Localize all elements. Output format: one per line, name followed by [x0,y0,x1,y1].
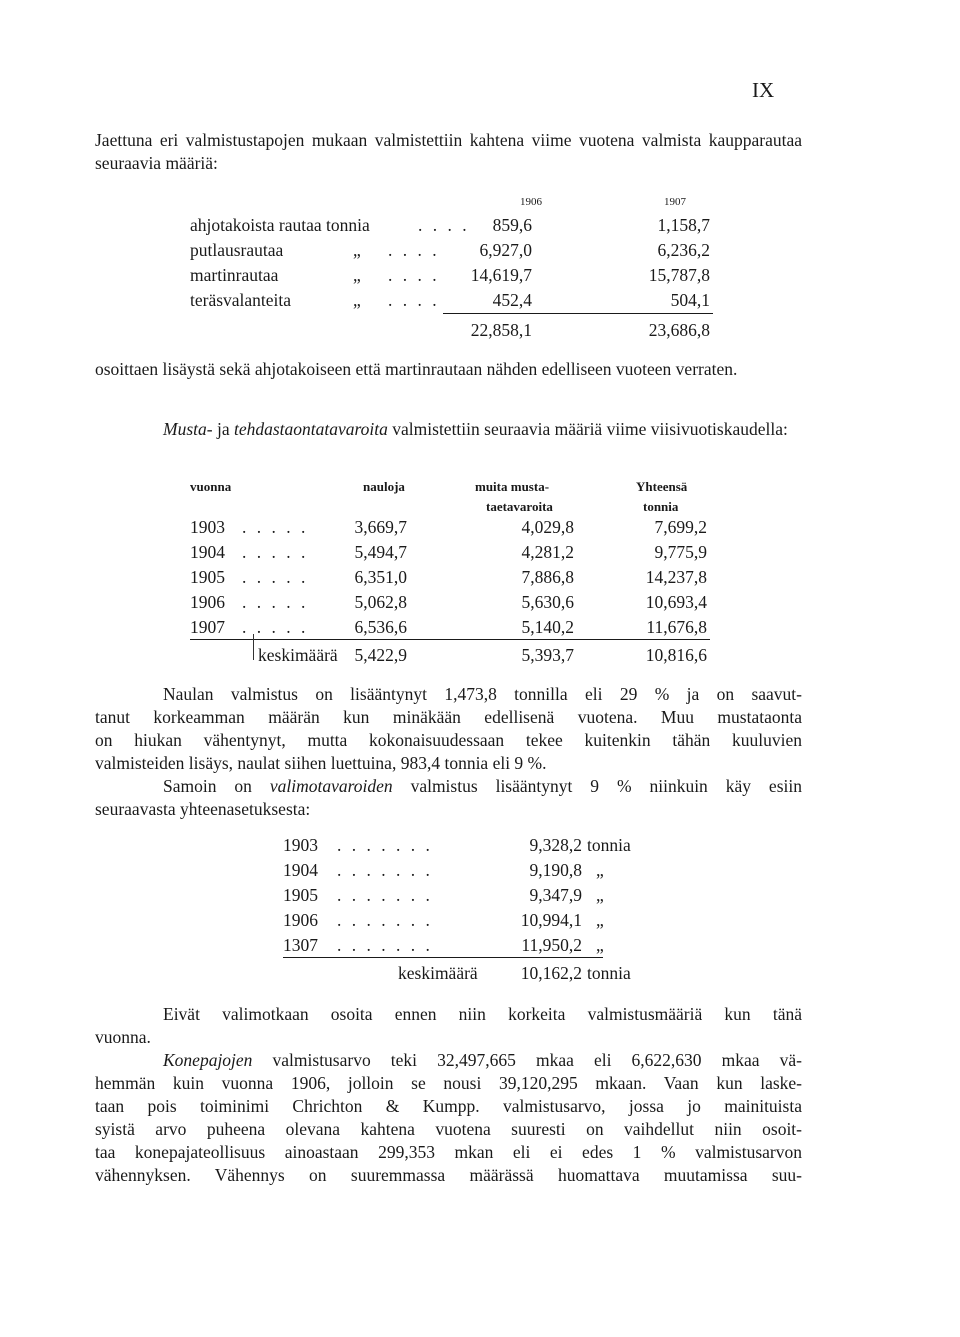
t3-row-year: 1307 [283,935,318,955]
t2-sum-rule [190,639,710,640]
t2-row-nails: 5,494,7 [354,542,407,562]
t2-row-dots: . . . . . [242,617,309,637]
t2-header-year: vuonna [190,479,232,494]
t1-sum-rule [443,313,713,314]
paragraph-5-text-a: Samoin on [163,776,270,796]
intro-paragraph [95,129,802,174]
t1-header-1906: 1906 [520,196,542,208]
t1-total-1907: 23,686,8 [648,320,710,340]
t2-row-dots: . . . . . [242,542,309,562]
paragraph-4-line-2: tanut korkeamman määrän kun minäkään edellisenä vuotena. Muu mustataonta [95,707,802,727]
t2-row-dots: . . . . . [242,567,309,587]
paragraph-6-line-2: vuonna. [95,1027,151,1047]
t2-avg-other: 5,393,7 [521,645,574,665]
t1-row-dots: . . . . [418,215,470,235]
t1-row-1906: 6,927,0 [479,240,532,260]
t1-row-1907: 504,1 [670,290,710,310]
t3-avg-value: 10,162,2 [520,963,582,983]
t2-row-other: 4,281,2 [521,542,574,562]
t2-header-total-1: Yhteensä [636,479,688,494]
paragraph-7-text: valmistusarvo teki 32,497,665 mkaa eli 6,622,630 mkaa vä- [252,1050,802,1070]
t1-row-1906: 452,4 [492,290,532,310]
t2-header-nails: nauloja [363,479,405,494]
t1-row-label: ahjotakoista rautaa tonnia [190,215,370,235]
t1-row-1907: 15,787,8 [648,265,710,285]
t1-row-1906: 14,619,7 [470,265,532,285]
t2-row-other: 5,630,6 [521,592,574,612]
t3-row-dots: . . . . . . . [337,835,433,855]
paragraph-7-line-1 [163,1049,802,1072]
t2-row-dots: . . . . . [242,517,309,537]
t2-row-other: 7,886,8 [521,567,574,587]
t2-row-year: 1904 [190,542,225,562]
t2-row-dots: . . . . . [242,592,309,612]
t2-header-other-2: taetavaroita [486,499,553,514]
t3-row-unit: „ [596,885,604,905]
t2-row-total: 7,699,2 [654,517,707,537]
paragraph-5-line-2: seuraavasta yhteenasetuksesta: [95,799,311,819]
paragraph-2 [95,358,802,381]
t1-row-ditto: „ [353,240,361,260]
t1-row-dots: . . . . [388,240,440,260]
paragraph-7-line-5: taa konepajateollisuus ainoastaan 299,353 mkan eli ei edes 1 % valmistusarvon [95,1142,802,1162]
term-konepajojen: Konepajojen [163,1050,253,1070]
t1-row-ditto: „ [353,290,361,310]
paragraph-3 [95,418,802,441]
t1-row-ditto: „ [353,265,361,285]
t2-row-other: 4,029,8 [521,517,574,537]
t1-row-dots: . . . . [388,290,440,310]
t3-avg-unit: tonnia [587,963,631,983]
t2-row-year: 1906 [190,592,225,612]
t2-row-total: 9,775,9 [654,542,707,562]
t3-row-value: 9,190,8 [529,860,582,880]
paragraph-5-line-1 [163,775,802,798]
t1-row-1906: 859,6 [492,215,532,235]
t3-row-value: 10,994,1 [520,910,582,930]
t1-total-1906: 22,858,1 [470,320,532,340]
t2-header-other-1: muita musta- [475,479,550,494]
paragraph-7-line-6: vähennyksen. Vähennys on suuremmassa määrässä huomattava muutamissa suu- [95,1165,802,1185]
t1-row-1907: 6,236,2 [657,240,710,260]
t3-row-dots: . . . . . . . [337,860,433,880]
paragraph-3-text-a: ja [212,419,234,439]
paragraph-7-line-3: taan pois toiminimi Chrichton & Kumpp. valmistusarvo, jossa jo mainituista [95,1096,802,1116]
paragraph-7-line-4: syistä arvo puheena olevana kahtena vuotena suuresti on vaihdellut niin osoit- [95,1119,802,1139]
paragraph-7-line-2: hemmän kuin vuonna 1906, jolloin se nousi 39,120,295 mkaan. Vaan kun laske- [95,1073,802,1093]
t2-avg-nails: 5,422,9 [354,645,407,665]
paragraph-4-line-1: Naulan valmistus on lisääntynyt 1,473,8 tonnilla eli 29 % ja on saavut- [163,684,802,704]
t2-row-year: 1907 [190,617,225,637]
t3-row-dots: . . . . . . . [337,885,433,905]
t3-row-value: 11,950,2 [521,935,582,955]
intro-text: Jaettuna eri valmistustapojen mukaan valmistettiin kahtena viime vuotena valmista kaupparautaa seuraavia määriä: [95,130,802,173]
t2-divider [253,634,254,660]
t2-header-total-2: tonnia [643,499,679,514]
t3-row-value: 9,347,9 [529,885,582,905]
t2-row-total: 14,237,8 [645,567,707,587]
term-musta: Musta- [163,419,213,439]
t1-row-label: putlausrautaa [190,240,284,260]
t2-row-other: 5,140,2 [521,617,574,637]
paragraph-4-line-4: valmisteiden lisäys, naulat siihen luettuina, 983,4 tonnia eli 9 %. [95,753,547,773]
t1-row-label: martinrautaa [190,265,279,285]
t1-row-label: teräsvalanteita [190,290,292,310]
paragraph-6-line-1: Eivät valimotkaan osoita ennen niin korkeita valmistusmääriä kun tänä [163,1004,802,1024]
t3-row-dots: . . . . . . . [337,910,433,930]
paragraph-2-text: osoittaen lisäystä sekä ahjotakoiseen että martinrautaan nähden edelliseen vuoteen verraten. [95,359,738,379]
t2-row-nails: 5,062,8 [354,592,407,612]
t2-row-year: 1905 [190,567,225,587]
t1-header-1907: 1907 [664,196,686,208]
t3-row-year: 1905 [283,885,318,905]
t3-row-year: 1903 [283,835,318,855]
t3-row-value: 9,328,2 [529,835,582,855]
t2-row-total: 10,693,4 [645,592,707,612]
paragraph-4-line-3: on hiukan vähentynyt, mutta kokonaisuudessaan tekee kuitenkin tähän kuuluvien [95,730,802,750]
t2-row-nails: 6,351,0 [354,567,407,587]
term-tehdastaontatavaroita: tehdastaontatavaroita [233,419,388,439]
t2-row-year: 1903 [190,517,225,537]
t2-row-total: 11,676,8 [646,617,707,637]
t3-row-year: 1906 [283,910,318,930]
t2-row-nails: 6,536,6 [354,617,407,637]
paragraph-5-text-b: valmistus lisääntynyt 9 % niinkuin käy esiin [392,776,802,796]
page-number: IX [752,78,775,102]
term-valimotavaroiden: valimotavaroiden [269,776,393,796]
t2-avg-label: keskimäärä [258,645,338,665]
paragraph-3-text-b: valmistettiin seuraavia määriä viime viisivuotiskaudella: [387,419,788,439]
t3-row-year: 1904 [283,860,318,880]
t2-row-nails: 3,669,7 [354,517,407,537]
t3-row-unit: tonnia [587,835,631,855]
t3-row-dots: . . . . . . . [337,935,433,955]
t2-avg-total: 10,816,6 [645,645,707,665]
t3-sum-rule [283,957,603,958]
t3-row-unit: „ [596,860,604,880]
t3-row-unit: „ [596,935,604,955]
t3-row-unit: „ [596,910,604,930]
t1-row-1907: 1,158,7 [657,215,710,235]
t1-row-dots: . . . . [388,265,440,285]
t3-avg-label: keskimäärä [398,963,478,983]
